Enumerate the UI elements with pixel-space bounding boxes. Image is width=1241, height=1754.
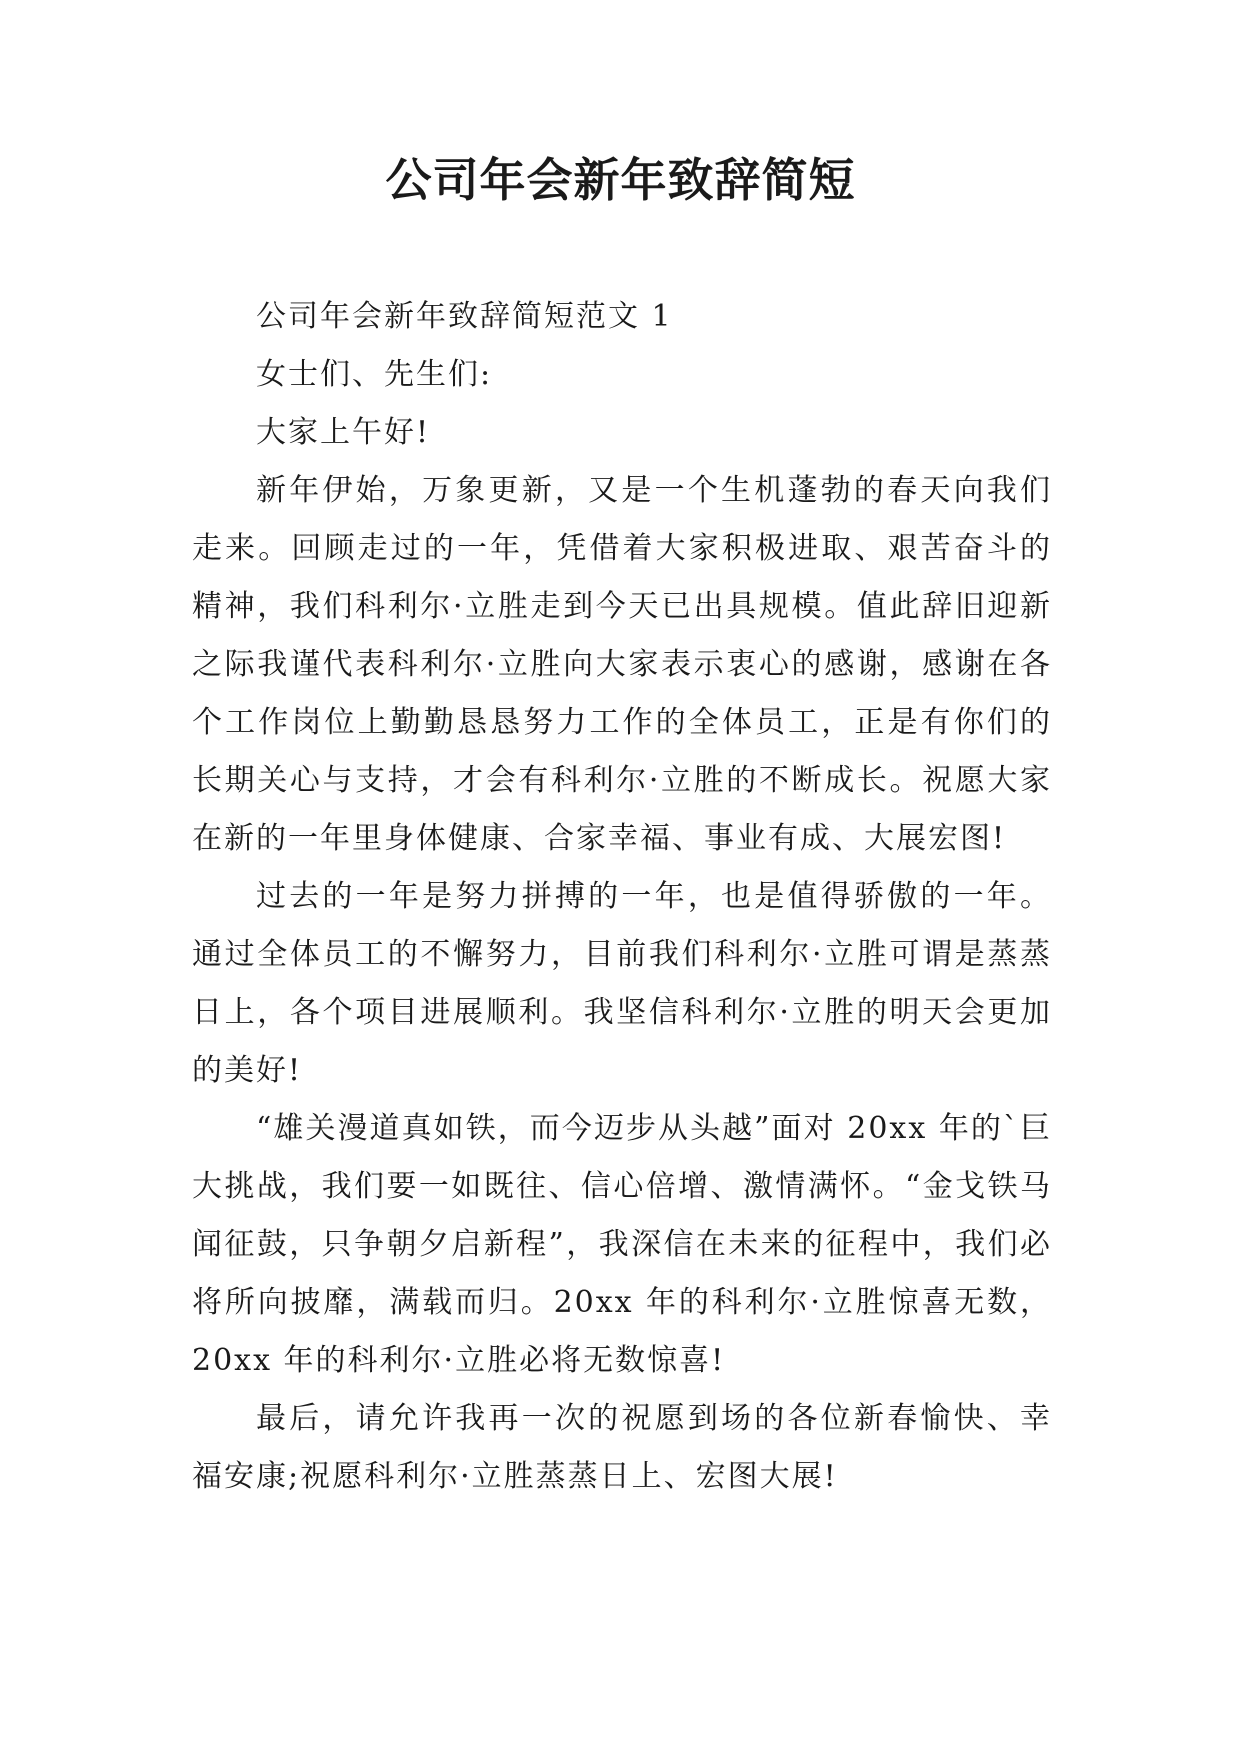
paragraph-body-2: 过去的一年是努力拼搏的一年，也是值得骄傲的一年。通过全体员工的不懈努力，目前我们科利尔·立胜可谓是蒸蒸日上，各个项目进展顺利。我坚信科利尔·立胜的明天会更加的美好! (192, 879, 1052, 1088)
paragraph-body-3: “雄关漫道真如铁，而今迈步从头越”面对 20xx 年的`巨大挑战，我们要一如既往、信心倍增、激情满怀。“金戈铁马闻征鼓，只争朝夕启新程”，我深信在未来的征程中，我们必将所向披靡，满载而归。20xx 年的科利尔·立胜惊喜无数，20xx 年的科利尔·立胜必将无数惊喜! (192, 1111, 1052, 1378)
document-body (192, 288, 1052, 1506)
document-title: 公司年会新年致辞简短 (385, 153, 856, 207)
paragraph-closing: 最后，请允许我再一次的祝愿到场的各位新春愉快、幸福安康;祝愿科利尔·立胜蒸蒸日上、宏图大展! (192, 1401, 1052, 1494)
paragraph-body-1: 新年伊始，万象更新，又是一个生机蓬勃的春天向我们走来。回顾走过的一年，凭借着大家积极进取、艰苦奋斗的精神，我们科利尔·立胜走到今天已出具规模。值此辞旧迎新之际我谨代表科利尔·立胜向大家表示衷心的感谢，感谢在各个工作岗位上勤勤恳恳努力工作的全体员工，正是有你们的长期关心与支持，才会有科利尔·立胜的不断成长。祝愿大家在新的一年里身体健康、合家幸福、事业有成、大展宏图! (192, 473, 1052, 856)
paragraph-salutation: 女士们、先生们: (256, 357, 493, 392)
paragraph-subtitle: 公司年会新年致辞简短范文 1 (256, 299, 673, 334)
paragraph-greeting: 大家上午好! (256, 415, 431, 450)
